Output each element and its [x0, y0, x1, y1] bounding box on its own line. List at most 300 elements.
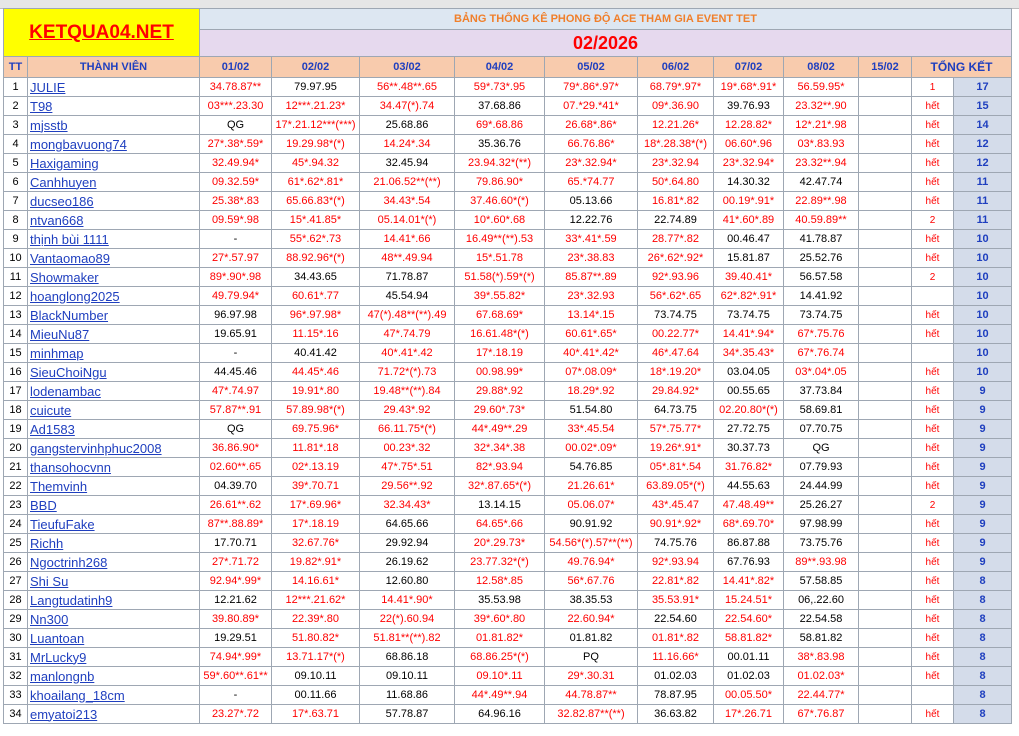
result-cell[interactable]: 01.81*.82	[638, 629, 714, 648]
result-cell[interactable]: 54.76.85	[545, 458, 638, 477]
result-cell[interactable]: 68.86.25*(*)	[455, 648, 545, 667]
member-name[interactable]: ducseo186	[28, 192, 200, 211]
result-cell[interactable]: 64.96.16	[455, 705, 545, 724]
result-cell[interactable]: 12.21.62	[200, 591, 272, 610]
result-cell[interactable]: 44.78.87**	[545, 686, 638, 705]
result-cell[interactable]: 39*.60*.80	[455, 610, 545, 629]
result-cell[interactable]: 19.26*.91*	[638, 439, 714, 458]
result-cell[interactable]: 78.87.95	[638, 686, 714, 705]
result-cell[interactable]: 46*.47.64	[638, 344, 714, 363]
result-cell[interactable]	[859, 515, 912, 534]
result-cell[interactable]	[859, 534, 912, 553]
result-cell[interactable]: 05.06.07*	[545, 496, 638, 515]
member-name[interactable]: Shi Su	[28, 572, 200, 591]
result-cell[interactable]: 92*.93.94	[638, 553, 714, 572]
result-cell[interactable]: 23*.32.94*	[545, 154, 638, 173]
result-cell[interactable]: 44.55.63	[714, 477, 784, 496]
member-name[interactable]: Vantaomao89	[28, 249, 200, 268]
result-cell[interactable]: 31.76.82*	[714, 458, 784, 477]
result-cell[interactable]: 40*.41*.42	[360, 344, 455, 363]
result-cell[interactable]: 38*.83.98	[784, 648, 859, 667]
result-cell[interactable]: 00.11.66	[272, 686, 360, 705]
member-name[interactable]: ntvan668	[28, 211, 200, 230]
result-cell[interactable]: 92*.93.96	[638, 268, 714, 287]
result-cell[interactable]	[859, 154, 912, 173]
result-cell[interactable]: 06.60*.96	[714, 135, 784, 154]
result-cell[interactable]: 32.49.94*	[200, 154, 272, 173]
result-cell[interactable]: 27*.71.72	[200, 553, 272, 572]
result-cell[interactable]: 29.88*.92	[455, 382, 545, 401]
result-cell[interactable]: 14.41.92	[784, 287, 859, 306]
result-cell[interactable]: 32.67.76*	[272, 534, 360, 553]
result-cell[interactable]: 73.74.75	[714, 306, 784, 325]
result-cell[interactable]: 50*.64.80	[638, 173, 714, 192]
result-cell[interactable]: 86.87.88	[714, 534, 784, 553]
result-cell[interactable]: 17*.18.19	[272, 515, 360, 534]
result-cell[interactable]: 39.40.41*	[714, 268, 784, 287]
result-cell[interactable]: 85.87**.89	[545, 268, 638, 287]
result-cell[interactable]: 27.72.75	[714, 420, 784, 439]
result-cell[interactable]: 19.91*.80	[272, 382, 360, 401]
result-cell[interactable]: 06,.22.60	[784, 591, 859, 610]
result-cell[interactable]: 12.60.80	[360, 572, 455, 591]
result-cell[interactable]: 36.63.82	[638, 705, 714, 724]
result-cell[interactable]: 33*.45.54	[545, 420, 638, 439]
result-cell[interactable]: 34*.35.43*	[714, 344, 784, 363]
result-cell[interactable]: 96.97.98	[200, 306, 272, 325]
result-cell[interactable]: 15*.51.78	[455, 249, 545, 268]
result-cell[interactable]	[859, 686, 912, 705]
result-cell[interactable]: 14.16.61*	[272, 572, 360, 591]
result-cell[interactable]: 35.36.76	[455, 135, 545, 154]
result-cell[interactable]: -	[200, 230, 272, 249]
result-cell[interactable]: 00.19*.91*	[714, 192, 784, 211]
result-cell[interactable]: QG	[200, 116, 272, 135]
result-cell[interactable]: 09.10*.11	[455, 667, 545, 686]
result-cell[interactable]: 79.97.95	[272, 78, 360, 97]
result-cell[interactable]: 01.81.82	[545, 629, 638, 648]
result-cell[interactable]: 58.69.81	[784, 401, 859, 420]
result-cell[interactable]: 57.78.87	[360, 705, 455, 724]
member-name[interactable]: thịnh bùi 1111	[28, 230, 200, 249]
result-cell[interactable]	[859, 97, 912, 116]
result-cell[interactable]: 07.*29.*41*	[545, 97, 638, 116]
result-cell[interactable]: 14.30.32	[714, 173, 784, 192]
result-cell[interactable]: -	[200, 344, 272, 363]
result-cell[interactable]: 82*.93.94	[455, 458, 545, 477]
member-name[interactable]: BBD	[28, 496, 200, 515]
result-cell[interactable]: 26.68*.86*	[545, 116, 638, 135]
result-cell[interactable]: 05.14.01*(*)	[360, 211, 455, 230]
result-cell[interactable]: 47*.74.79	[360, 325, 455, 344]
result-cell[interactable]: 60.61*.65*	[545, 325, 638, 344]
member-name[interactable]: MieuNu87	[28, 325, 200, 344]
result-cell[interactable]: 49.76.94*	[545, 553, 638, 572]
result-cell[interactable]: -	[200, 686, 272, 705]
result-cell[interactable]: 56**.48**.65	[360, 78, 455, 97]
result-cell[interactable]: 64.65*.66	[455, 515, 545, 534]
result-cell[interactable]: 05.13.66	[545, 192, 638, 211]
result-cell[interactable]	[859, 496, 912, 515]
result-cell[interactable]	[859, 705, 912, 724]
result-cell[interactable]	[859, 667, 912, 686]
result-cell[interactable]: 29.56**.92	[360, 477, 455, 496]
result-cell[interactable]: 60.61*.77	[272, 287, 360, 306]
result-cell[interactable]: 00.22.77*	[638, 325, 714, 344]
member-name[interactable]: mjsstb	[28, 116, 200, 135]
member-name[interactable]: MrLucky9	[28, 648, 200, 667]
result-cell[interactable]: 51.54.80	[545, 401, 638, 420]
result-cell[interactable]: 43*.45.47	[638, 496, 714, 515]
result-cell[interactable]: 21.26.61*	[545, 477, 638, 496]
result-cell[interactable]: 39.76.93	[714, 97, 784, 116]
result-cell[interactable]: 47*.74.97	[200, 382, 272, 401]
result-cell[interactable]: 23.77.32*(*)	[455, 553, 545, 572]
result-cell[interactable]: 22.39*.80	[272, 610, 360, 629]
result-cell[interactable]: 38.35.53	[545, 591, 638, 610]
result-cell[interactable]: 57.89.98*(*)	[272, 401, 360, 420]
result-cell[interactable]: 12.21.26*	[638, 116, 714, 135]
result-cell[interactable]: 58.81.82	[784, 629, 859, 648]
result-cell[interactable]: 23*.32.94*	[714, 154, 784, 173]
result-cell[interactable]: 65.66.83*(*)	[272, 192, 360, 211]
result-cell[interactable]: 64.73.75	[638, 401, 714, 420]
result-cell[interactable]: 26.61**.62	[200, 496, 272, 515]
result-cell[interactable]: 90.91.92	[545, 515, 638, 534]
result-cell[interactable]: 22.44.77*	[784, 686, 859, 705]
result-cell[interactable]: 12.58*.85	[455, 572, 545, 591]
result-cell[interactable]: 22.54.60*	[714, 610, 784, 629]
result-cell[interactable]: 14.24*.34	[360, 135, 455, 154]
result-cell[interactable]: 14.41*.82*	[714, 572, 784, 591]
result-cell[interactable]: 44*.49**.29	[455, 420, 545, 439]
result-cell[interactable]: 14.41*.94*	[714, 325, 784, 344]
result-cell[interactable]: 29.60*.73*	[455, 401, 545, 420]
result-cell[interactable]: 07*.08.09*	[545, 363, 638, 382]
member-name[interactable]: Showmaker	[28, 268, 200, 287]
result-cell[interactable]: 25.68.86	[360, 116, 455, 135]
result-cell[interactable]: 45*.94.32	[272, 154, 360, 173]
result-cell[interactable]: 47*.75*.51	[360, 458, 455, 477]
result-cell[interactable]: 44*.49**.94	[455, 686, 545, 705]
result-cell[interactable]: 58.81.82*	[714, 629, 784, 648]
result-cell[interactable]: 23.94.32*(**)	[455, 154, 545, 173]
result-cell[interactable]: 66.11.75*(*)	[360, 420, 455, 439]
result-cell[interactable]: 23*.32.93	[545, 287, 638, 306]
result-cell[interactable]: PQ	[545, 648, 638, 667]
result-cell[interactable]: 57.58.85	[784, 572, 859, 591]
result-cell[interactable]: 73.75.76	[784, 534, 859, 553]
result-cell[interactable]	[859, 382, 912, 401]
result-cell[interactable]: 45.54.94	[360, 287, 455, 306]
result-cell[interactable]: 02.20.80*(*)	[714, 401, 784, 420]
result-cell[interactable]: 87**.88.89*	[200, 515, 272, 534]
result-cell[interactable]: 79*.86*.97*	[545, 78, 638, 97]
result-cell[interactable]: 25.26.27	[784, 496, 859, 515]
result-cell[interactable]: 23*.32.94	[638, 154, 714, 173]
result-cell[interactable]: 19.29.51	[200, 629, 272, 648]
result-cell[interactable]: 22.74.89	[638, 211, 714, 230]
member-name[interactable]: TieufuFake	[28, 515, 200, 534]
result-cell[interactable]: 09.32.59*	[200, 173, 272, 192]
member-name[interactable]: hoanglong2025	[28, 287, 200, 306]
result-cell[interactable]: 97.98.99	[784, 515, 859, 534]
result-cell[interactable]	[859, 344, 912, 363]
result-cell[interactable]	[859, 553, 912, 572]
result-cell[interactable]: 25.52.76	[784, 249, 859, 268]
result-cell[interactable]: 34.47(*).74	[360, 97, 455, 116]
result-cell[interactable]: 19*.68*.91*	[714, 78, 784, 97]
result-cell[interactable]: 65.*74.77	[545, 173, 638, 192]
result-cell[interactable]: 05*.81*.54	[638, 458, 714, 477]
member-name[interactable]: Langtudatinh9	[28, 591, 200, 610]
result-cell[interactable]: 10*.60*.68	[455, 211, 545, 230]
result-cell[interactable]: 41.78.87	[784, 230, 859, 249]
result-cell[interactable]: 26*.62*.92*	[638, 249, 714, 268]
result-cell[interactable]: 56*.62*.65	[638, 287, 714, 306]
member-name[interactable]: T98	[28, 97, 200, 116]
result-cell[interactable]: 07.79.93	[784, 458, 859, 477]
member-name[interactable]: gangstervinhphuc2008	[28, 439, 200, 458]
result-cell[interactable]: 07.70.75	[784, 420, 859, 439]
result-cell[interactable]: 67*.75.76	[784, 325, 859, 344]
result-cell[interactable]: 00.23*.32	[360, 439, 455, 458]
result-cell[interactable]: 67*.76.74	[784, 344, 859, 363]
result-cell[interactable]: 09.59*.98	[200, 211, 272, 230]
result-cell[interactable]: 03*.83.93	[784, 135, 859, 154]
result-cell[interactable]: 02.60**.65	[200, 458, 272, 477]
result-cell[interactable]: 11.16.66*	[638, 648, 714, 667]
member-name[interactable]: JULIE	[28, 78, 200, 97]
result-cell[interactable]: 32*.34*.38	[455, 439, 545, 458]
result-cell[interactable]: 71.72*(*).73	[360, 363, 455, 382]
result-cell[interactable]: 90.91*.92*	[638, 515, 714, 534]
result-cell[interactable]: 22(*).60.94	[360, 610, 455, 629]
result-cell[interactable]: 32.82.87**(**)	[545, 705, 638, 724]
result-cell[interactable]: 44.45*.46	[272, 363, 360, 382]
result-cell[interactable]: 26.19.62	[360, 553, 455, 572]
result-cell[interactable]: 36.86.90*	[200, 439, 272, 458]
result-cell[interactable]	[859, 477, 912, 496]
result-cell[interactable]: 09.10.11	[360, 667, 455, 686]
result-cell[interactable]: 01.02.03	[638, 667, 714, 686]
result-cell[interactable]	[859, 249, 912, 268]
result-cell[interactable]: 34.43*.54	[360, 192, 455, 211]
result-cell[interactable]	[859, 230, 912, 249]
result-cell[interactable]: 62*.82*.91*	[714, 287, 784, 306]
result-cell[interactable]: 73.74.75	[638, 306, 714, 325]
result-cell[interactable]: 54.56*(*).57**(**)	[545, 534, 638, 553]
result-cell[interactable]: 17*.21.12***(***)	[272, 116, 360, 135]
member-name[interactable]: thansohocvnn	[28, 458, 200, 477]
result-cell[interactable]: 22.60.94*	[545, 610, 638, 629]
result-cell[interactable]: 40.41.42	[272, 344, 360, 363]
result-cell[interactable]: 68*.69.70*	[714, 515, 784, 534]
result-cell[interactable]: 19.65.91	[200, 325, 272, 344]
result-cell[interactable]: 09*.36.90	[638, 97, 714, 116]
result-cell[interactable]: 67.68.69*	[455, 306, 545, 325]
result-cell[interactable]: 22.81*.82	[638, 572, 714, 591]
member-name[interactable]: Nn300	[28, 610, 200, 629]
result-cell[interactable]: 39*.55.82*	[455, 287, 545, 306]
result-cell[interactable]: 17*.18.19	[455, 344, 545, 363]
result-cell[interactable]: 00.02*.09*	[545, 439, 638, 458]
result-cell[interactable]: 32.45.94	[360, 154, 455, 173]
result-cell[interactable]: 23.32**.94	[784, 154, 859, 173]
result-cell[interactable]: 51.58(*).59*(*)	[455, 268, 545, 287]
result-cell[interactable]: 39.80.89*	[200, 610, 272, 629]
result-cell[interactable]: 73.74.75	[784, 306, 859, 325]
result-cell[interactable]: 15.24.51*	[714, 591, 784, 610]
result-cell[interactable]: 22.54.58	[784, 610, 859, 629]
result-cell[interactable]: 02*.13.19	[272, 458, 360, 477]
result-cell[interactable]: 47(*).48**(**).49	[360, 306, 455, 325]
result-cell[interactable]: 16.61.48*(*)	[455, 325, 545, 344]
member-name[interactable]: Richh	[28, 534, 200, 553]
result-cell[interactable]: 20*.29.73*	[455, 534, 545, 553]
result-cell[interactable]	[859, 363, 912, 382]
member-name[interactable]: Haxigaming	[28, 154, 200, 173]
result-cell[interactable]: 30.37.73	[714, 439, 784, 458]
result-cell[interactable]: 01.02.03*	[784, 667, 859, 686]
result-cell[interactable]: 37.68.86	[455, 97, 545, 116]
result-cell[interactable]: 17*.63.71	[272, 705, 360, 724]
result-cell[interactable]: 40*.41*.42*	[545, 344, 638, 363]
result-cell[interactable]	[859, 591, 912, 610]
result-cell[interactable]: 13.14*.15	[545, 306, 638, 325]
result-cell[interactable]	[859, 116, 912, 135]
result-cell[interactable]: 74.75.76	[638, 534, 714, 553]
result-cell[interactable]: 22.54.60	[638, 610, 714, 629]
result-cell[interactable]: 57.87**.91	[200, 401, 272, 420]
result-cell[interactable]: 71.78.87	[360, 268, 455, 287]
result-cell[interactable]: 14.41*.66	[360, 230, 455, 249]
member-name[interactable]: Luantoan	[28, 629, 200, 648]
result-cell[interactable]: 19.82*.91*	[272, 553, 360, 572]
result-cell[interactable]	[859, 458, 912, 477]
result-cell[interactable]	[859, 401, 912, 420]
result-cell[interactable]: 32*.87.65*(*)	[455, 477, 545, 496]
result-cell[interactable]: 27*.57.97	[200, 249, 272, 268]
result-cell[interactable]: 04.39.70	[200, 477, 272, 496]
result-cell[interactable]: 56*.67.76	[545, 572, 638, 591]
member-name[interactable]: emyatoi213	[28, 705, 200, 724]
result-cell[interactable]: 37.73.84	[784, 382, 859, 401]
result-cell[interactable]: 00.05.50*	[714, 686, 784, 705]
result-cell[interactable]: 68.79*.97*	[638, 78, 714, 97]
result-cell[interactable]: 17*.69.96*	[272, 496, 360, 515]
result-cell[interactable]: 00.55.65	[714, 382, 784, 401]
result-cell[interactable]: 17*.26.71	[714, 705, 784, 724]
result-cell[interactable]: 56.59.95*	[784, 78, 859, 97]
result-cell[interactable]: 96*.97.98*	[272, 306, 360, 325]
result-cell[interactable]: 57*.75.77*	[638, 420, 714, 439]
result-cell[interactable]: 15*.41.85*	[272, 211, 360, 230]
result-cell[interactable]	[859, 306, 912, 325]
result-cell[interactable]: 18*.28.38*(*)	[638, 135, 714, 154]
result-cell[interactable]: 00.01.11	[714, 648, 784, 667]
result-cell[interactable]	[859, 439, 912, 458]
member-name[interactable]: Ngoctrinh268	[28, 553, 200, 572]
member-name[interactable]: khoailang_18cm	[28, 686, 200, 705]
result-cell[interactable]: 41*.60*.89	[714, 211, 784, 230]
result-cell[interactable]: 88.92.96*(*)	[272, 249, 360, 268]
result-cell[interactable]: 19.29.98*(*)	[272, 135, 360, 154]
member-name[interactable]: mongbavuong74	[28, 135, 200, 154]
result-cell[interactable]: 23.27*.72	[200, 705, 272, 724]
result-cell[interactable]: 13.71.17*(*)	[272, 648, 360, 667]
result-cell[interactable]	[859, 173, 912, 192]
result-cell[interactable]: 48**.49.94	[360, 249, 455, 268]
result-cell[interactable]: 17.70.71	[200, 534, 272, 553]
result-cell[interactable]	[859, 268, 912, 287]
site-logo[interactable]: KETQUA04.NET	[4, 9, 200, 57]
result-cell[interactable]: 12*.21*.98	[784, 116, 859, 135]
member-name[interactable]: lodenambac	[28, 382, 200, 401]
result-cell[interactable]: 44.45.46	[200, 363, 272, 382]
result-cell[interactable]: QG	[200, 420, 272, 439]
member-name[interactable]: minhmap	[28, 344, 200, 363]
result-cell[interactable]: 33*.41*.59	[545, 230, 638, 249]
member-name[interactable]: Ad1583	[28, 420, 200, 439]
result-cell[interactable]: 55*.62*.73	[272, 230, 360, 249]
result-cell[interactable]	[859, 192, 912, 211]
result-cell[interactable]: 34.78.87**	[200, 78, 272, 97]
result-cell[interactable]: 51.80.82*	[272, 629, 360, 648]
result-cell[interactable]: 00.98.99*	[455, 363, 545, 382]
result-cell[interactable]	[859, 572, 912, 591]
result-cell[interactable]: 66.76.86*	[545, 135, 638, 154]
result-cell[interactable]: 23.32**.90	[784, 97, 859, 116]
result-cell[interactable]: 69.75.96*	[272, 420, 360, 439]
result-cell[interactable]: 56.57.58	[784, 268, 859, 287]
result-cell[interactable]	[859, 325, 912, 344]
result-cell[interactable]: 25.38*.83	[200, 192, 272, 211]
result-cell[interactable]	[859, 629, 912, 648]
result-cell[interactable]: 03***.23.30	[200, 97, 272, 116]
result-cell[interactable]: 35.53.98	[455, 591, 545, 610]
result-cell[interactable]	[859, 420, 912, 439]
result-cell[interactable]: 12***.21.62*	[272, 591, 360, 610]
result-cell[interactable]: 22.89**.98	[784, 192, 859, 211]
result-cell[interactable]	[859, 648, 912, 667]
result-cell[interactable]: 11.81*.18	[272, 439, 360, 458]
result-cell[interactable]: 11.15*.16	[272, 325, 360, 344]
result-cell[interactable]: 27*.38*.59*	[200, 135, 272, 154]
result-cell[interactable]: 29.84.92*	[638, 382, 714, 401]
result-cell[interactable]: 01.81.82*	[455, 629, 545, 648]
result-cell[interactable]: 92.94*.99*	[200, 572, 272, 591]
result-cell[interactable]: 49.79.94*	[200, 287, 272, 306]
result-cell[interactable]: 29.43*.92	[360, 401, 455, 420]
member-name[interactable]: Themvinh	[28, 477, 200, 496]
member-name[interactable]: manlongnb	[28, 667, 200, 686]
result-cell[interactable]: 67.76.93	[714, 553, 784, 572]
result-cell[interactable]: 68.86.18	[360, 648, 455, 667]
result-cell[interactable]: 16.49**(**).53	[455, 230, 545, 249]
result-cell[interactable]: 00.46.47	[714, 230, 784, 249]
result-cell[interactable]: 61*.62*.81*	[272, 173, 360, 192]
result-cell[interactable]	[859, 287, 912, 306]
result-cell[interactable]: 37.46.60*(*)	[455, 192, 545, 211]
result-cell[interactable]: 74.94*.99*	[200, 648, 272, 667]
result-cell[interactable]: 69*.68.86	[455, 116, 545, 135]
result-cell[interactable]: 89**.93.98	[784, 553, 859, 572]
result-cell[interactable]: 01.02.03	[714, 667, 784, 686]
result-cell[interactable]: 63.89.05*(*)	[638, 477, 714, 496]
result-cell[interactable]: 64.65.66	[360, 515, 455, 534]
result-cell[interactable]: 28.77*.82	[638, 230, 714, 249]
